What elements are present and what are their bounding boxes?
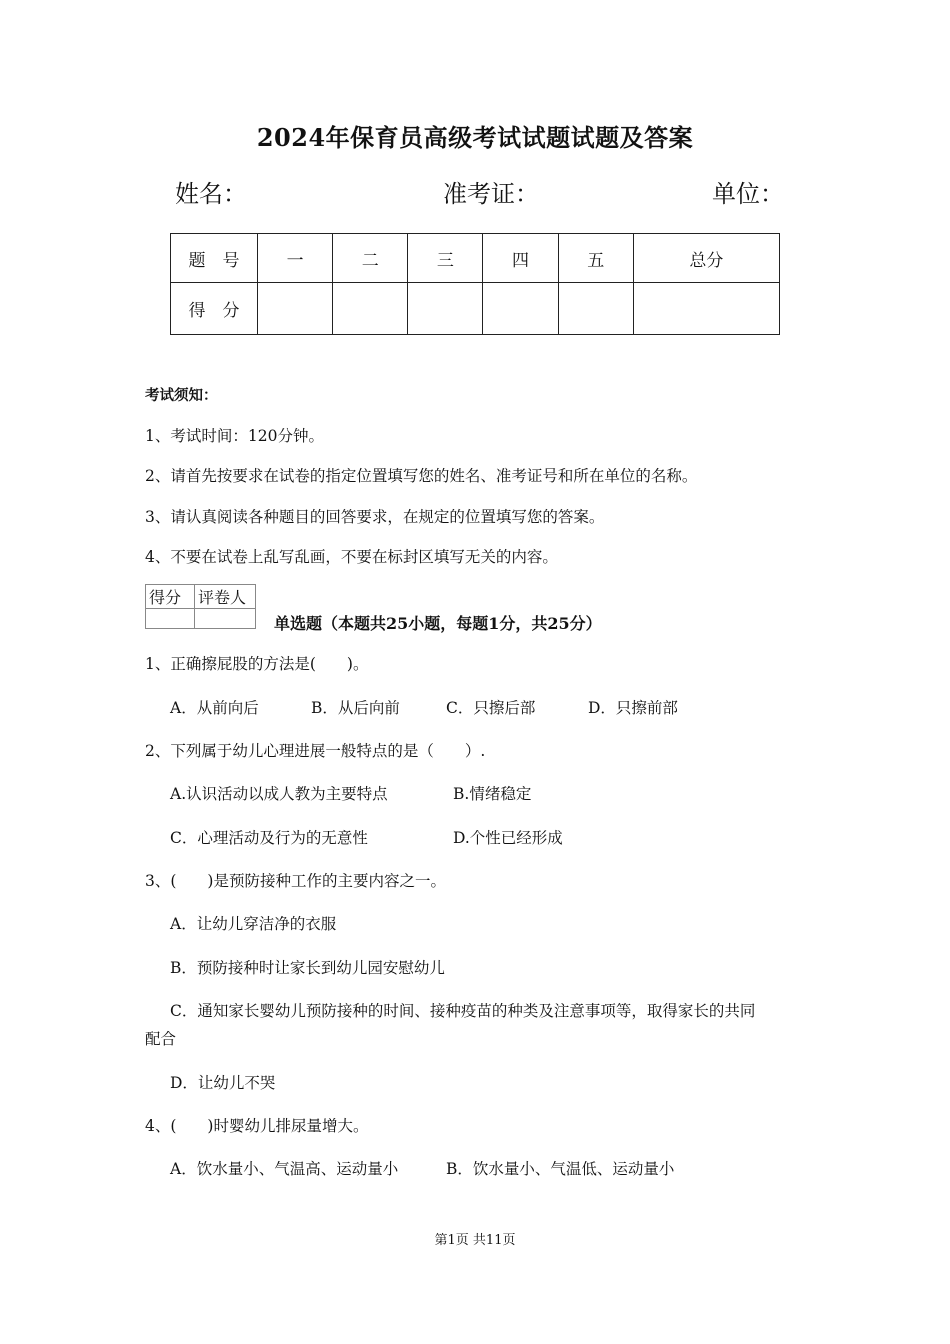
score-table-header-row [171, 234, 780, 283]
grader-score-label: 得分 [146, 585, 195, 609]
document-title: 2024年保育员高级考试试题试题及答案 [256, 123, 694, 152]
question-option: C．心理活动及行为的无意性 [170, 829, 368, 847]
question-stem: 2、下列属于幼儿心理进展一般特点的是（ ）. [145, 742, 486, 760]
score-row-label: 得 分 [171, 283, 258, 335]
question-option: B．从后向前 [311, 699, 400, 717]
page-footer: 第1页 共11页 [434, 1233, 516, 1248]
score-table-score-row [171, 283, 780, 335]
score-cell[interactable] [258, 283, 333, 335]
notice-heading: 考试须知： [145, 387, 218, 404]
question-stem: 1、正确擦屁股的方法是( )。 [145, 655, 369, 673]
score-cell[interactable] [483, 283, 558, 335]
question-stem: 4、( )时婴幼儿排尿量增大。 [145, 1117, 369, 1135]
unit-label: 单位： [712, 180, 784, 208]
grader-box [145, 584, 256, 629]
question-option: A.认识活动以成人教为主要特点 [170, 785, 388, 803]
question-option: D.个性已经形成 [453, 829, 563, 847]
score-table-header-cell: 四 [483, 234, 558, 283]
score-cell[interactable] [633, 283, 779, 335]
question-option: B.情绪稳定 [453, 785, 532, 803]
question-option: D．让幼儿不哭 [170, 1074, 276, 1092]
notice-item: 3、请认真阅读各种题目的回答要求，在规定的位置填写您的答案。 [145, 508, 605, 526]
notice-item: 2、请首先按要求在试卷的指定位置填写您的姓名、准考证号和所在单位的名称。 [145, 467, 698, 485]
question-option-continuation: 配合 [145, 1030, 177, 1048]
question-option: A．饮水量小、气温高、运动量小 [170, 1160, 399, 1178]
notice-item: 4、不要在试卷上乱写乱画，不要在标封区填写无关的内容。 [145, 548, 558, 566]
grader-name-cell[interactable] [195, 609, 256, 629]
grader-score-cell[interactable] [146, 609, 195, 629]
score-cell[interactable] [558, 283, 633, 335]
question-option: A．从前向后 [170, 699, 259, 717]
score-table-header-cell: 三 [408, 234, 483, 283]
section-heading: 单选题（本题共25小题，每题1分，共25分） [274, 614, 602, 633]
question-option: A．让幼儿穿洁净的衣服 [170, 915, 337, 933]
question-option: C．只擦后部 [446, 699, 536, 717]
score-table-header-cell: 一 [258, 234, 333, 283]
notice-item: 1、考试时间：120分钟。 [145, 427, 324, 445]
score-table-header-cell: 总分 [633, 234, 779, 283]
question-option: D．只擦前部 [588, 699, 678, 717]
score-table-header-cell: 题 号 [171, 234, 258, 283]
score-cell[interactable] [408, 283, 483, 335]
question-option: B．饮水量小、气温低、运动量小 [446, 1160, 675, 1178]
score-table-header-cell: 二 [333, 234, 408, 283]
score-table [170, 233, 780, 335]
exam-id-label: 准考证： [443, 180, 539, 208]
question-option: B．预防接种时让家长到幼儿园安慰幼儿 [170, 959, 445, 977]
score-table-header-cell: 五 [558, 234, 633, 283]
score-cell[interactable] [333, 283, 408, 335]
question-stem: 3、( )是预防接种工作的主要内容之一。 [145, 872, 446, 890]
grader-name-label: 评卷人 [195, 585, 256, 609]
name-label: 姓名： [175, 180, 247, 208]
question-option: C．通知家长婴幼儿预防接种的时间、接种疫苗的种类及注意事项等，取得家长的共同 [170, 1002, 756, 1020]
